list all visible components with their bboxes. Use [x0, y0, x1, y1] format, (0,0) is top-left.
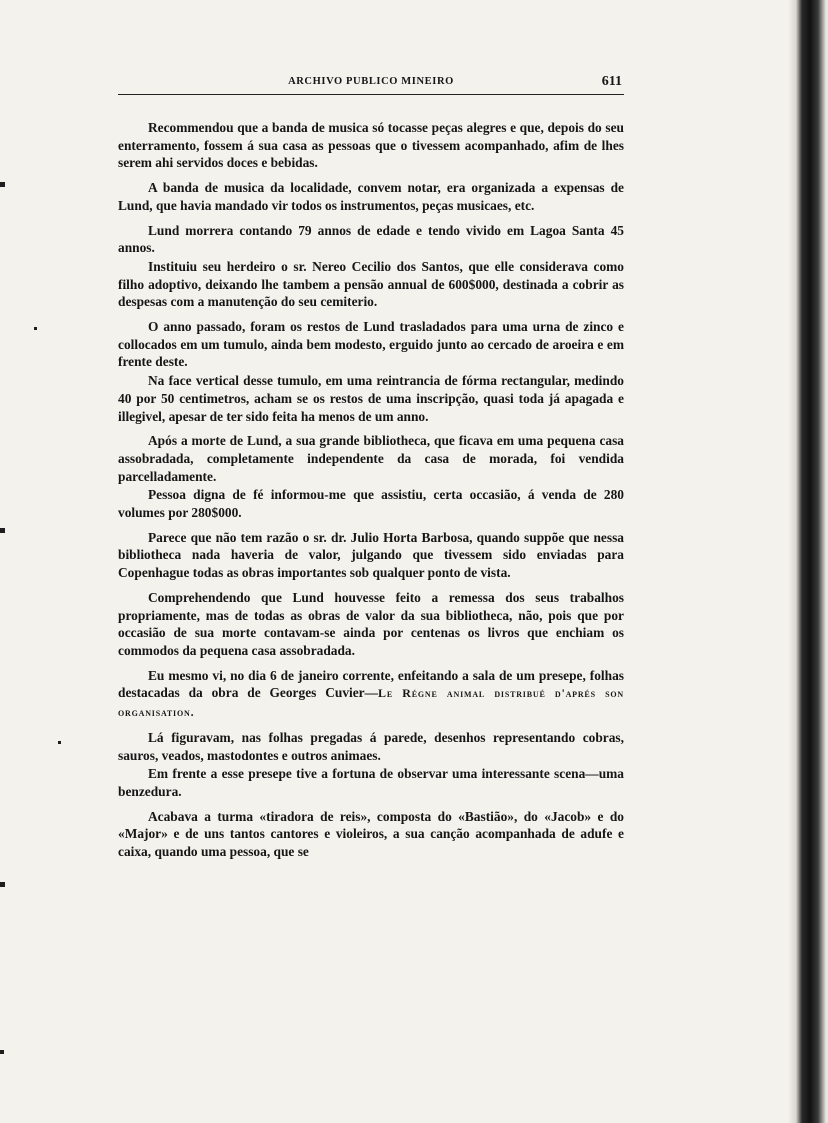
book-binding-edge — [788, 0, 828, 1123]
margin-mark — [0, 1050, 4, 1054]
citation-lead-text: Eu mesmo vi, no dia 6 de janeiro corrente, enfeitando a sala de um presepe, folhas destacadas da obra de Georges Cuvier— — [118, 667, 624, 701]
margin-mark — [0, 528, 5, 533]
paragraph: A banda de musica da localidade, convem notar, era organizada a expensas de Lund, que havia mandado vir todos os instrumentos, peças musicaes, etc. — [118, 180, 624, 213]
paragraph: Lá figuravam, nas folhas pregadas á parede, desenhos representando cobras, sauros, veados, mastodontes e outros animaes. — [118, 729, 624, 763]
paragraph: Parece que não tem razão o sr. dr. Julio Horta Barbosa, quando suppõe que nessa bibliotheca nada haveria de valor, julgando que tivessem sido enviadas para Copenhague todas as obras importantes sob qualquer ponto de vista. — [118, 529, 624, 581]
paragraph: Acabava a turma «tiradora de reis», composta do «Bastião», do «Jacob» e do «Major» e de uns tantos cantores e violeiros, a sua canção acompanhada de adufe e caixa, quando uma pessoa, que se — [118, 808, 624, 860]
margin-mark — [0, 182, 5, 187]
margin-mark — [34, 327, 37, 330]
paragraph: Após a morte de Lund, a sua grande bibliotheca, que ficava em uma pequena casa assobradada, completamente independente da casa de morada, foi vendida parcelladamente. — [118, 433, 624, 484]
running-header — [118, 72, 624, 95]
paragraph: Em frente a esse presepe tive a fortuna de observar uma interessante scena—uma benzedura. — [118, 766, 624, 799]
paragraph-with-citation — [118, 667, 624, 722]
book-title-smallcaps: Le Régne animal distribué d'aprés son organisation. — [118, 686, 624, 720]
paragraph: O anno passado, foram os restos de Lund trasladados para uma urna de zinco e collocados em um tumulo, ainda bem modesto, erguido junto ao cercado de aroeira e em frente deste. — [118, 319, 624, 370]
book-page — [118, 72, 624, 868]
running-title: ARCHIVO PUBLICO MINEIRO — [288, 76, 454, 87]
body-text — [118, 119, 624, 861]
page-number: 611 — [601, 74, 622, 89]
margin-mark — [0, 882, 5, 887]
paragraph: Recommendou que a banda de musica só tocasse peças alegres e que, depois do seu enterramento, fossem á sua casa as pessoas que o tivessem acompanhado, afim de lhes serem ahi servidos doces e bebidas. — [118, 120, 624, 171]
paragraph: Instituiu seu herdeiro o sr. Nereo Cecilio dos Santos, que elle considerava como filho adoptivo, deixando lhe tambem a pensão annual de 600$000, destinada a cobrir as despesas com a manutenção do seu cemiterio. — [118, 258, 624, 310]
margin-mark — [58, 741, 61, 744]
paragraph: Pessoa digna de fé informou-me que assistiu, certa occasião, á venda de 280 volumes por 280$000. — [118, 487, 624, 521]
paragraph: Lund morrera contando 79 annos de edade e tendo vivido em Lagoa Santa 45 annos. — [118, 222, 624, 256]
paragraph: Na face vertical desse tumulo, em uma reintrancia de fórma rectangular, medindo 40 por 50 centimetros, acham se os restos de uma inscripção, quasi toda já apagada e illegivel, apesar de ter sido feita ha menos de um anno. — [118, 373, 624, 424]
paragraph: Comprehendendo que Lund houvesse feito a remessa dos seus trabalhos propriamente, mas de todas as obras de valor da sua bibliotheca, não, pois que por occasião de sua morte contavam-se ainda por centenas os livros que enchiam os commodos da pequena casa assobradada. — [118, 589, 624, 658]
